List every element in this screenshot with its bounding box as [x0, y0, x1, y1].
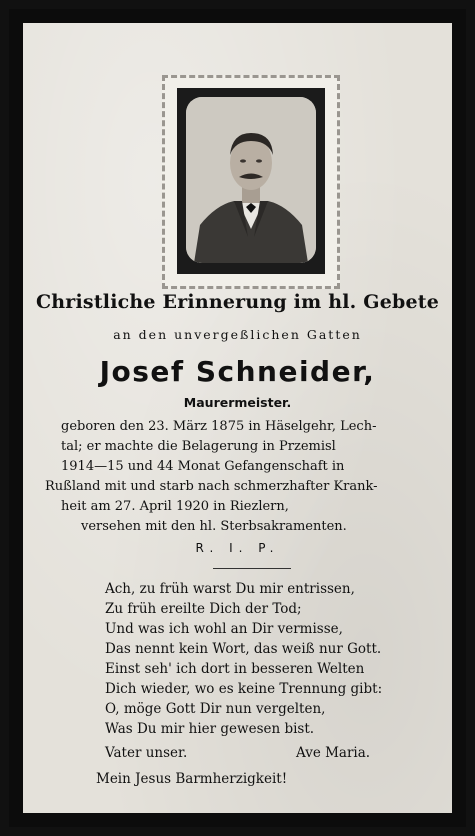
prayer-vater-unser: Vater unser.: [105, 745, 188, 761]
card-subtitle: an den unvergeßlichen Gatten: [113, 327, 362, 342]
prayer-ave-maria: Ave Maria.: [296, 745, 371, 761]
photo-border: [177, 88, 325, 274]
deceased-name: Josef Schneider,: [99, 355, 376, 388]
card-paper: [23, 23, 452, 813]
poem-line: Dich wieder, wo es keine Trennung gibt:: [105, 681, 383, 697]
biography-line: geboren den 23. März 1875 in Häselgehr, Lech-: [61, 419, 377, 434]
portrait-photo: [186, 97, 316, 263]
rip-text: R. I. P.: [195, 541, 280, 555]
poem-line: O, möge Gott Dir nun vergelten,: [105, 701, 326, 717]
poem-line: Einst seh' ich dort in besseren Welten: [105, 661, 365, 677]
memorial-card: [9, 9, 466, 827]
biography-line: versehen mit den hl. Sterbsakramenten.: [81, 519, 347, 534]
poem-line: Zu früh ereilte Dich der Tod;: [105, 601, 302, 617]
poem-line: Ach, zu früh warst Du mir entrissen,: [105, 581, 355, 597]
poem-line: Was Du mir hier gewesen bist.: [105, 721, 315, 737]
closing-invocation: Mein Jesus Barmherzigkeit!: [96, 771, 288, 787]
biography-line: tal; er machte die Belagerung in Przemisl: [61, 439, 336, 454]
biography-line: Rußland mit und starb nach schmerzhafter Krank-: [45, 479, 378, 494]
biography-line: heit am 27. April 1920 in Riezlern,: [61, 499, 289, 514]
biography-line: 1914—15 und 44 Monat Gefangenschaft in: [61, 459, 345, 474]
portrait-image: [186, 97, 316, 263]
poem-line: Das nennt kein Wort, das weiß nur Gott.: [105, 641, 382, 657]
divider-line: [213, 568, 291, 569]
deceased-occupation: Maurermeister.: [183, 395, 292, 410]
poem-line: Und was ich wohl an Dir vermisse,: [105, 621, 343, 637]
card-title: Christliche Erinnerung im hl. Gebete: [35, 291, 440, 313]
photo-stamp-frame: [162, 75, 340, 289]
